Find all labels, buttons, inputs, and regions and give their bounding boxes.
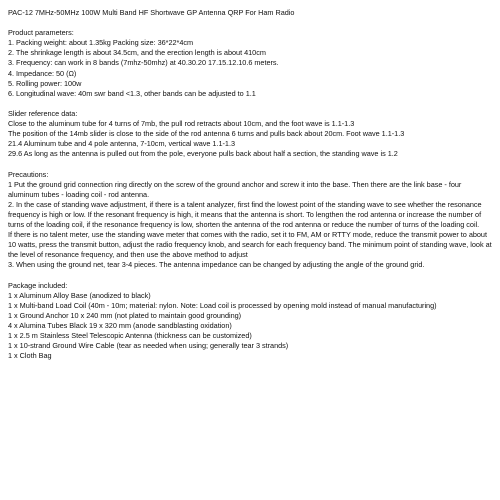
parameter-line: 1. Packing weight: about 1.35kg Packing size: 36*22*4cm	[8, 38, 194, 48]
spacer	[8, 270, 494, 280]
spacer	[8, 18, 494, 28]
spacer	[8, 99, 494, 109]
package-item: 1 x Ground Anchor 10 x 240 mm (not plated to maintain good grounding)	[8, 310, 242, 320]
parameter-line: 3. Frequency: can work in 8 bands (7mhz-50mhz) at 40.30.20 17.15.12.10.6 meters.	[8, 58, 279, 68]
product-description	[8, 8, 494, 361]
package-item: 1 x Cloth Bag	[8, 351, 52, 361]
precaution-paragraph: 1 Put the ground grid connection ring directly on the screw of the ground anchor and screw it into the base. Then there are the link base - four aluminum tubes - loading coil - rod antenna.	[8, 179, 462, 199]
package-item: 1 x Aluminum Alloy Base (anodized to black)	[8, 290, 151, 300]
section-heading-product-parameters: Product parameters:	[8, 28, 74, 38]
section-heading-package: Package included:	[8, 280, 68, 290]
package-item: 1 x Multi-band Load Coil (40m - 10m; material: nylon. Note: Load coil is processed by opening mold instead of manual manufacturing)	[8, 300, 437, 310]
parameter-line: 4. Impedance: 50 (Ω)	[8, 68, 77, 78]
slider-line: Close to the aluminum tube for 4 turns of 7mb, the pull rod retracts about 10cm, and the foot wave is 1.1-1.3	[8, 119, 355, 129]
package-item: 1 x 10-strand Ground Wire Cable (tear as needed when using; generally tear 3 strands)	[8, 341, 289, 351]
package-item: 4 x Alumina Tubes Black 19 x 320 mm (anode sandblasting oxidation)	[8, 320, 232, 330]
slider-line: 21.4 Aluminum tube and 4 pole antenna, 7-10cm, vertical wave 1.1-1.3	[8, 139, 236, 149]
page-title: PAC-12 7MHz-50MHz 100W Multi Band HF Shortwave GP Antenna QRP For Ham Radio	[8, 8, 295, 17]
parameter-line: 5. Rolling power: 100w	[8, 78, 82, 88]
package-item: 1 x 2.5 m Stainless Steel Telescopic Antenna (thickness can be customized)	[8, 331, 252, 340]
parameter-line: 6. Longitudinal wave: 40m swr band <1.3, other bands can be adjusted to 1.1	[8, 88, 256, 98]
precaution-paragraph: 2. In the case of standing wave adjustment, if there is a talent analyzer, first find the lowest point of the standing wave to see whether the resonance frequency is high or low. If the resonant frequency is high, it means that the antenna is short. To lengthen the rod antenna or increase the number of turns of the loading coil, if the resonance frequency is low, shorten the antenna of the rod antenna or reduce the number of turns of the loading coil.	[8, 199, 482, 229]
precaution-paragraph: If there is no talent meter, use the standing wave meter that comes with the radio, set it to FM, AM or RTTY mode, reduce the transmit power to about 10 watts, press the transmit button, adjust the radio frequency knob, and search for each frequency band. The minimum point of standing wave, look at the level of resonance frequency, and then use the above method to adjust	[8, 230, 492, 260]
section-heading-precautions: Precautions:	[8, 169, 49, 179]
slider-line: The position of the 14mb slider is close to the side of the rod antenna 6 turns and pulls back about 20cm. Foot wave 1.1-1.3	[8, 129, 405, 139]
section-heading-slider-reference: Slider reference data:	[8, 108, 78, 118]
spacer	[8, 159, 494, 169]
precaution-paragraph: 3. When using the ground net, tear 3-4 pieces. The antenna impedance can be changed by adjusting the angle of the ground grid.	[8, 260, 425, 270]
slider-line: 29.6 As long as the antenna is pulled out from the pole, everyone pulls back about half a section, the standing wave is 1.2	[8, 149, 398, 159]
parameter-line: 2. The shrinkage length is about 34.5cm, and the erection length is about 410cm	[8, 48, 266, 58]
